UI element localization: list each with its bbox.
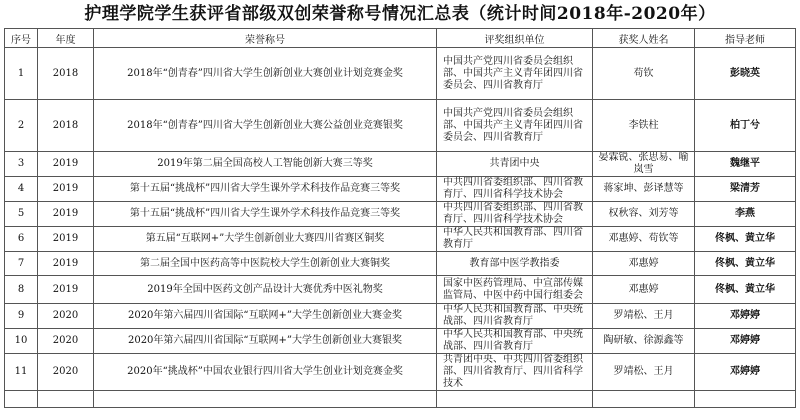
cell-winners: 李铁柱 <box>593 100 695 152</box>
table-row <box>5 252 796 276</box>
cell-award: 2019年全国中医药文创产品设计大赛优秀中医礼物奖 <box>94 276 437 304</box>
table-row <box>5 354 796 391</box>
cell-teacher: 彭晓英 <box>695 48 796 100</box>
cell-year: 2020 <box>38 329 94 354</box>
cell-award: 2018年“创青春”四川省大学生创新创业大赛公益创业竞赛银奖 <box>94 100 437 152</box>
page-title: 护理学院学生获评省部级双创荣誉称号情况汇总表（统计时间2018年-2020年） <box>84 4 716 24</box>
cell-org: 中华人民共和国教育部、四川省教育厅 <box>437 227 593 252</box>
cell-award: 第十五届“挑战杯”四川省大学生课外学术科技作品竞赛三等奖 <box>94 177 437 202</box>
cell-year: 2020 <box>38 354 94 391</box>
empty-row <box>5 391 796 408</box>
col-header-winners: 获奖人姓名 <box>593 29 695 48</box>
cell-winners: 苟钦 <box>593 48 695 100</box>
empty-cell <box>593 391 695 408</box>
cell-award: 2020年“挑战杯”中国农业银行四川省大学生创业计划竞赛金奖 <box>94 354 437 391</box>
col-header-org: 评奖组织单位 <box>437 29 593 48</box>
cell-no: 6 <box>5 227 38 252</box>
cell-no: 4 <box>5 177 38 202</box>
table-row <box>5 202 796 227</box>
cell-year: 2019 <box>38 202 94 227</box>
cell-winners: 权秋容、刘芳等 <box>593 202 695 227</box>
cell-no: 5 <box>5 202 38 227</box>
cell-teacher: 柏丁兮 <box>695 100 796 152</box>
cell-no: 10 <box>5 329 38 354</box>
cell-winners: 罗靖松、王月 <box>593 304 695 329</box>
cell-award: 2020年第六届四川省国际“互联网+”大学生创新创业大赛金奖 <box>94 304 437 329</box>
cell-no: 1 <box>5 48 38 100</box>
table-row <box>5 227 796 252</box>
cell-teacher: 邓婷婷 <box>695 304 796 329</box>
cell-no: 2 <box>5 100 38 152</box>
table-row <box>5 48 796 100</box>
cell-winners: 晏霖锐、张思易、喻岚雪 <box>593 152 695 177</box>
col-header-award: 荣誉称号 <box>94 29 437 48</box>
empty-cell <box>5 391 38 408</box>
col-header-no: 序号 <box>5 29 38 48</box>
cell-year: 2019 <box>38 252 94 276</box>
cell-teacher: 佟枫、黄立华 <box>695 252 796 276</box>
cell-award: 2019年第二届全国高校人工智能创新大赛三等奖 <box>94 152 437 177</box>
cell-teacher: 佟枫、黄立华 <box>695 276 796 304</box>
cell-winners: 邓惠婷 <box>593 276 695 304</box>
cell-teacher: 梁清芳 <box>695 177 796 202</box>
col-header-year: 年度 <box>38 29 94 48</box>
cell-teacher: 邓婷婷 <box>695 329 796 354</box>
cell-teacher: 魏继平 <box>695 152 796 177</box>
cell-org: 中华人民共和国教育部、中央统战部、四川省教育厅 <box>437 329 593 354</box>
cell-org: 共青团中央 <box>437 152 593 177</box>
cell-year: 2018 <box>38 100 94 152</box>
empty-cell <box>437 391 593 408</box>
cell-org: 中共四川省委组织部、四川省教育厅、四川省科学技术协会 <box>437 202 593 227</box>
cell-year: 2018 <box>38 48 94 100</box>
cell-no: 7 <box>5 252 38 276</box>
cell-winners: 邓惠婷 <box>593 252 695 276</box>
cell-winners: 罗靖松、王月 <box>593 354 695 391</box>
cell-award: 2018年“创青春”四川省大学生创新创业大赛创业计划竞赛金奖 <box>94 48 437 100</box>
cell-winners: 陶研敏、徐源鑫等 <box>593 329 695 354</box>
cell-winners: 邓惠婷、苟钦等 <box>593 227 695 252</box>
cell-year: 2019 <box>38 227 94 252</box>
cell-winners: 蒋家坤、彭译慧等 <box>593 177 695 202</box>
cell-no: 8 <box>5 276 38 304</box>
cell-org: 教育部中医学教指委 <box>437 252 593 276</box>
cell-no: 9 <box>5 304 38 329</box>
cell-year: 2019 <box>38 276 94 304</box>
cell-year: 2020 <box>38 304 94 329</box>
cell-no: 11 <box>5 354 38 391</box>
cell-award: 第二届全国中医药高等中医院校大学生创新创业大赛铜奖 <box>94 252 437 276</box>
cell-teacher: 李燕 <box>695 202 796 227</box>
cell-teacher: 邓婷婷 <box>695 354 796 391</box>
empty-cell <box>38 391 94 408</box>
cell-year: 2019 <box>38 177 94 202</box>
table-row <box>5 276 796 304</box>
cell-no: 3 <box>5 152 38 177</box>
cell-award: 2020年第六届四川省国际“互联网+”大学生创新创业大赛银奖 <box>94 329 437 354</box>
cell-award: 第十五届“挑战杯”四川省大学生课外学术科技作品竞赛三等奖 <box>94 202 437 227</box>
table-row <box>5 152 796 177</box>
cell-year: 2019 <box>38 152 94 177</box>
cell-award: 第五届“互联网+”大学生创新创业大赛四川省赛区铜奖 <box>94 227 437 252</box>
empty-cell <box>94 391 437 408</box>
table-row <box>5 304 796 329</box>
cell-teacher: 佟枫、黄立华 <box>695 227 796 252</box>
col-header-teacher: 指导老师 <box>695 29 796 48</box>
cell-org: 中华人民共和国教育部、中央统战部、四川省教育厅 <box>437 304 593 329</box>
table-row <box>5 177 796 202</box>
empty-cell <box>695 391 796 408</box>
header-row <box>5 29 796 48</box>
awards-table <box>4 28 796 408</box>
table-row <box>5 100 796 152</box>
cell-org: 国家中医药管理局、中宣部传媒监管局、中医中药中国行组委会 <box>437 276 593 304</box>
cell-org: 共青团中央、中共四川省委组织部、四川省教育厅、四川省科学技术 <box>437 354 593 391</box>
table-row <box>5 329 796 354</box>
cell-org: 中共四川省委组织部、四川省教育厅、四川省科学技术协会 <box>437 177 593 202</box>
cell-org: 中国共产党四川省委员会组织部、中国共产主义青年团四川省委员会、四川省教育厅 <box>437 100 593 152</box>
cell-org: 中国共产党四川省委员会组织部、中国共产主义青年团四川省委员会、四川省教育厅 <box>437 48 593 100</box>
